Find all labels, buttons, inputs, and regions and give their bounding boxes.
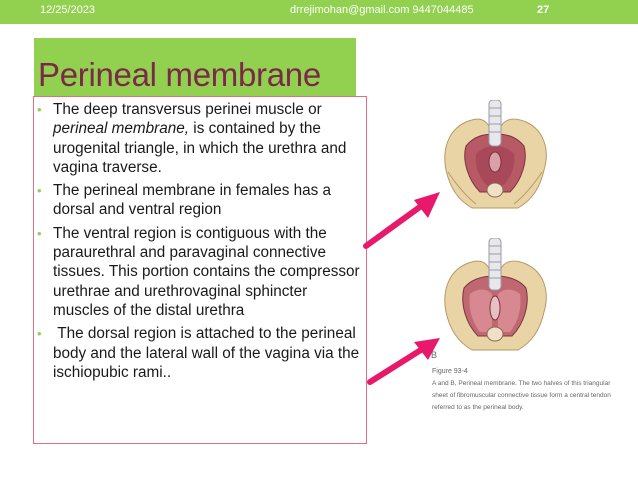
bullet-list — [37, 100, 367, 386]
figure-label: Figure 93-4 — [432, 368, 468, 375]
bullet-item-1 — [37, 100, 367, 177]
slide-contact: drrejimohan@gmail.com 9447044485 — [290, 4, 474, 16]
slide-title: Perineal membrane — [38, 56, 321, 93]
bullet-1-post: is contained by the urogenital triangle, in which the urethra and vagina traverse. — [53, 120, 347, 176]
bullet-item-3: • The ventral region is contiguous with the paraurethral and paravaginal connective tissues. This portion contains the compressor urethrae and urethrovaginal sphincter muscles of the distal urethra — [37, 224, 367, 320]
figure-caption-text: A and B, Perineal membrane. The two halves of this triangular sheet of fibromuscular connective tissue form a central tendon referred to as the perineal body. — [432, 380, 611, 411]
figure-letter-b: B — [431, 350, 438, 360]
bullet-1-pre: The deep transversus perinei muscle or — [53, 101, 322, 118]
anatomy-figure-a — [436, 100, 554, 212]
figure-caption — [432, 366, 622, 414]
bullet-item-4: • The dorsal region is attached to the perineal body and the lateral wall of the vagina via the ischiopubic rami.. — [37, 324, 367, 382]
bullet-item-2: • The perineal membrane in females has a dorsal and ventral region — [37, 181, 367, 220]
anatomy-figure-b — [436, 238, 554, 356]
header-bar — [0, 0, 638, 24]
slide-number: 27 — [537, 4, 550, 16]
bullet-1-italic: perineal membrane, — [53, 120, 190, 138]
slide-date: 12/25/2023 — [40, 4, 96, 16]
arrow-icon-upper — [362, 186, 446, 252]
